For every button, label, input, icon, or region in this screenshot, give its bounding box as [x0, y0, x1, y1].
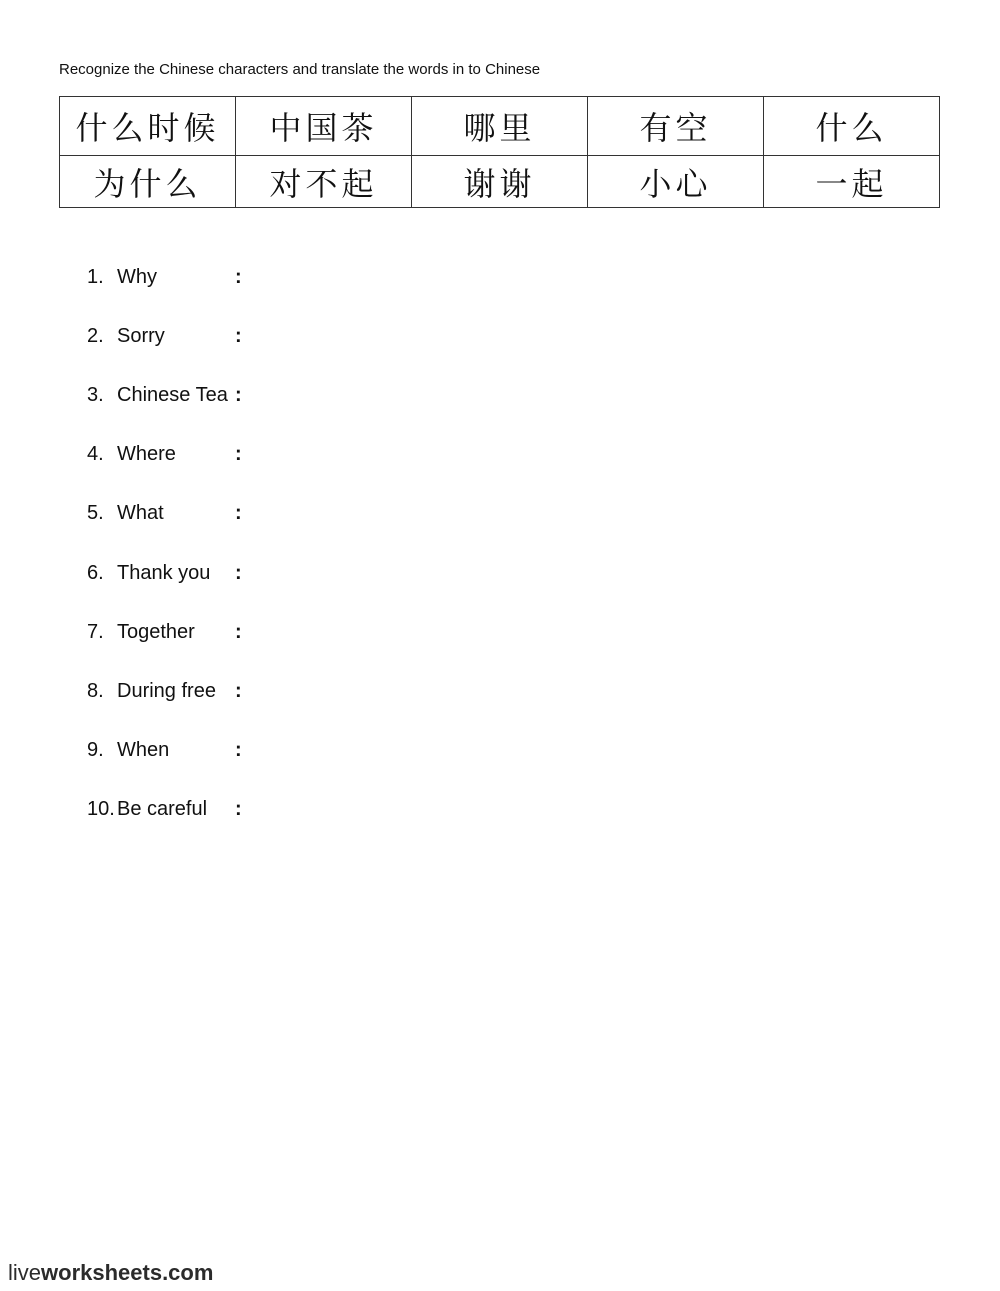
answer-field[interactable]: [252, 382, 502, 408]
question-colon: :: [235, 621, 242, 643]
question-colon: :: [235, 443, 242, 465]
question-word: During free: [117, 680, 216, 702]
question-number: 7.: [87, 621, 104, 643]
answer-field[interactable]: [252, 441, 502, 467]
question-number: 6.: [87, 562, 104, 584]
vocab-cell: 一起: [764, 156, 940, 208]
vocab-cell: 哪里: [412, 97, 588, 156]
question-number: 2.: [87, 325, 104, 347]
question-colon: :: [235, 266, 242, 288]
vocab-cell: 有空: [588, 97, 764, 156]
vocab-cell: 小心: [588, 156, 764, 208]
question-word: When: [117, 739, 170, 761]
question-item: [87, 737, 242, 763]
question-item: [87, 382, 242, 408]
vocab-cell: 中国茶: [236, 97, 412, 156]
answer-field[interactable]: [252, 678, 502, 704]
question-number: 3.: [87, 384, 104, 406]
logo-bold-text: worksheets.com: [41, 1260, 214, 1285]
question-word: Thank you: [117, 562, 211, 584]
question-colon: :: [235, 680, 242, 702]
vocab-cell: 对不起: [236, 156, 412, 208]
question-number: 1.: [87, 266, 104, 288]
question-word: Where: [117, 443, 176, 465]
answer-field[interactable]: [252, 560, 502, 586]
answer-field[interactable]: [252, 500, 502, 526]
answer-field[interactable]: [252, 796, 502, 822]
question-colon: :: [235, 502, 242, 524]
answer-field[interactable]: [252, 737, 502, 763]
table-row: [60, 97, 940, 156]
question-number: 4.: [87, 443, 104, 465]
vocab-cell: 什么时候: [60, 97, 236, 156]
question-item: [87, 678, 242, 704]
question-item: [87, 441, 242, 467]
question-word: Be careful: [117, 798, 208, 820]
question-number: 5.: [87, 502, 104, 524]
liveworksheets-logo: [8, 1259, 213, 1287]
question-item: [87, 323, 242, 349]
question-number: 8.: [87, 680, 104, 702]
vocabulary-table: [59, 96, 940, 208]
answer-field[interactable]: [252, 619, 502, 645]
question-item: [87, 500, 242, 526]
question-item: [87, 796, 242, 822]
question-colon: :: [235, 562, 242, 584]
question-word: What: [117, 502, 164, 524]
answer-field[interactable]: [252, 264, 502, 290]
question-item: [87, 619, 242, 645]
question-colon: :: [235, 739, 242, 761]
question-word: Together: [117, 621, 195, 643]
vocab-cell: 谢谢: [412, 156, 588, 208]
vocab-cell: 为什么: [60, 156, 236, 208]
question-colon: :: [235, 325, 242, 347]
logo-light-text: live: [8, 1260, 42, 1285]
question-number: 9.: [87, 739, 104, 761]
question-word: Why: [117, 266, 157, 288]
question-item: [87, 264, 242, 290]
vocab-cell: 什么: [764, 97, 940, 156]
question-word: Sorry: [117, 325, 165, 347]
answer-field[interactable]: [252, 323, 502, 349]
question-colon: :: [235, 384, 242, 406]
question-item: [87, 560, 242, 586]
table-row: [60, 156, 940, 208]
question-word: Chinese Tea: [117, 384, 228, 406]
question-number: 10.: [87, 798, 115, 820]
question-colon: :: [235, 798, 242, 820]
instruction-text: Recognize the Chinese characters and translate the words in to Chinese: [59, 61, 541, 78]
